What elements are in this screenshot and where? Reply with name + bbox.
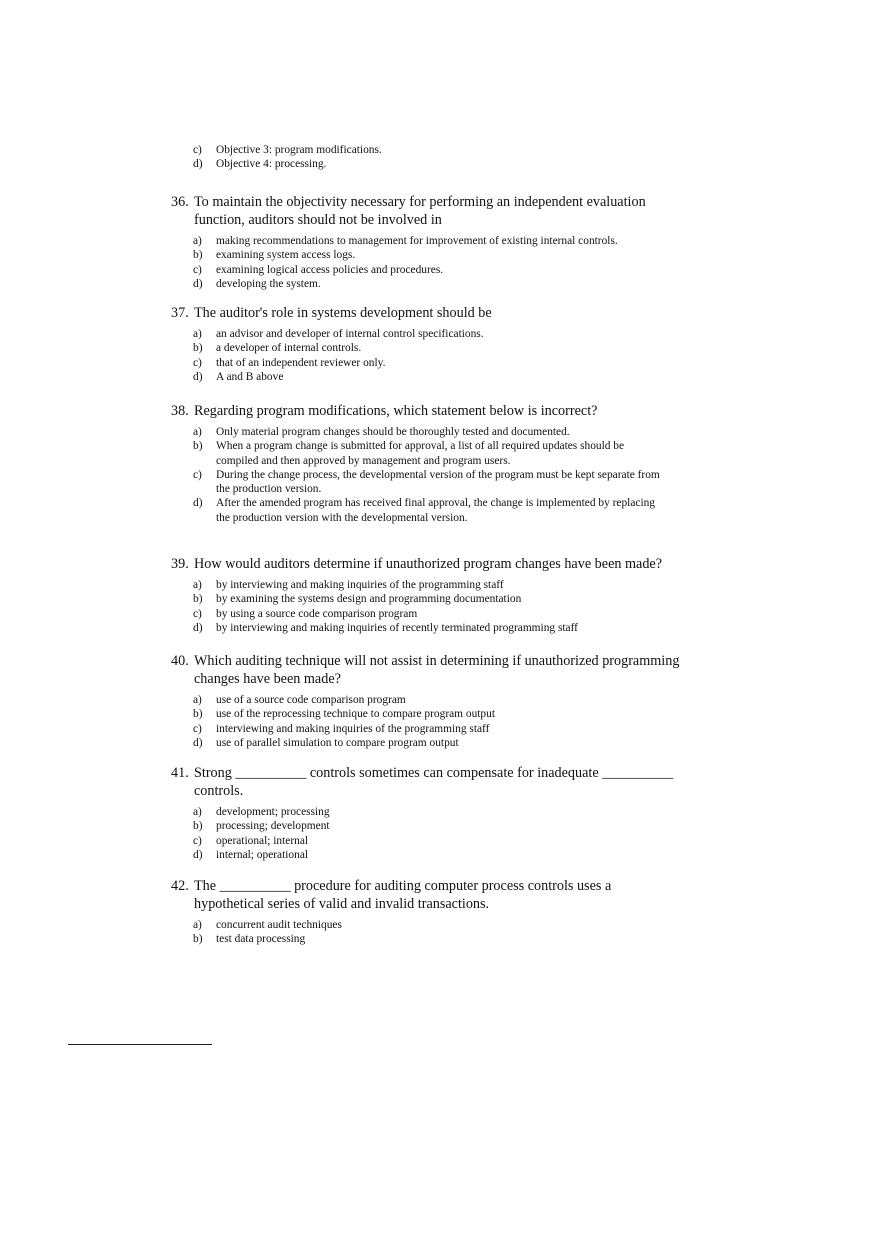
option-text: an advisor and developer of internal control specifications.	[216, 328, 484, 340]
option-text: development; processing	[216, 806, 330, 818]
option-letter: b)	[193, 342, 203, 355]
option-item	[171, 234, 731, 248]
question-text: How would auditors determine if unauthorized program changes have been made?	[194, 556, 663, 572]
option-item	[171, 157, 731, 171]
option-list	[171, 693, 731, 750]
option-item	[171, 932, 731, 946]
question-line	[171, 895, 731, 913]
option-text: a developer of internal controls.	[216, 342, 362, 355]
question-40	[171, 652, 731, 750]
option-text: Objective 3: program modifications.	[216, 144, 382, 156]
question-text: function, auditors should not be involved in	[194, 212, 442, 228]
question-line	[171, 193, 731, 211]
option-letter: b)	[193, 440, 203, 453]
option-list	[171, 918, 731, 947]
option-text: examining logical access policies and procedures.	[216, 263, 444, 276]
option-letter: d)	[193, 736, 203, 749]
option-text: by examining the systems design and programming documentation	[216, 593, 522, 606]
option-letter: a)	[193, 328, 202, 340]
question-39	[171, 555, 731, 635]
option-item	[171, 578, 731, 592]
option-text: concurrent audit techniques	[216, 919, 342, 931]
question-text: To maintain the objectivity necessary for performing an independent evaluation	[194, 194, 646, 210]
option-text: When a program change is submitted for approval, a list of all required updates should be	[216, 440, 625, 453]
option-letter: c)	[193, 468, 202, 481]
question-line	[171, 670, 731, 688]
option-text: After the amended program has received final approval, the change is implemented by replacing	[216, 497, 655, 510]
question-line	[171, 652, 731, 670]
option-item	[171, 918, 731, 932]
option-item	[171, 693, 731, 707]
question-number: 40.	[171, 653, 189, 669]
question-41	[171, 764, 731, 862]
option-item	[171, 607, 731, 621]
question-line	[171, 764, 731, 782]
option-text: compiled and then approved by management and program users.	[216, 454, 511, 467]
question-37	[171, 304, 731, 384]
question-line	[171, 304, 731, 322]
question-number: 39.	[171, 556, 189, 572]
option-item	[171, 425, 731, 439]
option-letter: b)	[193, 933, 203, 946]
option-text: Objective 4: processing.	[216, 158, 327, 171]
option-text: developing the system.	[216, 277, 321, 290]
option-text: processing; development	[216, 820, 330, 833]
option-text: operational; internal	[216, 834, 309, 847]
question-text: hypothetical series of valid and invalid transactions.	[194, 896, 490, 912]
question-text: The auditor's role in systems development should be	[194, 305, 492, 321]
option-text: Only material program changes should be thoroughly tested and documented.	[216, 426, 570, 438]
option-item	[171, 592, 731, 606]
option-item	[171, 621, 731, 635]
option-text: that of an independent reviewer only.	[216, 356, 386, 369]
option-item	[171, 356, 731, 370]
option-letter: d)	[193, 497, 203, 510]
option-item	[171, 370, 731, 384]
option-text: use of the reprocessing technique to compare program output	[216, 708, 495, 721]
option-text: making recommendations to management for improvement of existing internal controls.	[216, 235, 618, 247]
question-text: The __________ procedure for auditing computer process controls uses a	[194, 878, 612, 894]
option-letter: b)	[193, 593, 203, 606]
question-42	[171, 877, 731, 947]
option-text: the production version with the developmental version.	[216, 511, 468, 524]
option-text: by interviewing and making inquiries of the programming staff	[216, 579, 504, 591]
option-item	[171, 707, 731, 721]
option-list	[171, 143, 731, 172]
option-letter: a)	[193, 806, 202, 818]
option-item	[171, 341, 731, 355]
option-text: use of a source code comparison program	[216, 694, 406, 706]
question-number: 36.	[171, 194, 189, 210]
option-item	[171, 722, 731, 736]
option-list	[171, 425, 731, 525]
option-text: interviewing and making inquiries of the programming staff	[216, 722, 490, 735]
option-letter: b)	[193, 249, 203, 262]
option-letter: d)	[193, 158, 203, 171]
question-text: controls.	[194, 783, 244, 799]
option-letter: a)	[193, 579, 202, 591]
option-text: use of parallel simulation to compare program output	[216, 736, 459, 749]
question-36	[171, 193, 731, 291]
option-letter: c)	[193, 607, 202, 620]
option-letter: a)	[193, 235, 202, 247]
option-text: by interviewing and making inquiries of recently terminated programming staff	[216, 621, 578, 634]
option-text: by using a source code comparison program	[216, 607, 418, 620]
question-number: 42.	[171, 878, 189, 894]
question-line	[171, 555, 731, 573]
footnote-separator	[68, 1044, 212, 1045]
option-item	[171, 834, 731, 848]
option-letter: d)	[193, 370, 203, 383]
question-text: Strong __________ controls sometimes can compensate for inadequate __________	[194, 765, 674, 781]
option-text: A and B above	[216, 370, 284, 383]
option-text: examining system access logs.	[216, 249, 356, 262]
option-item	[171, 805, 731, 819]
option-item	[171, 468, 731, 497]
question-number: 41.	[171, 765, 189, 781]
question-text: changes have been made?	[194, 671, 341, 687]
option-letter: a)	[193, 694, 202, 706]
option-letter: d)	[193, 621, 203, 634]
question-text: Regarding program modifications, which statement below is incorrect?	[194, 403, 598, 419]
option-item	[171, 439, 731, 468]
option-letter: d)	[193, 277, 203, 290]
option-item	[171, 277, 731, 291]
option-letter: a)	[193, 426, 202, 438]
option-letter: b)	[193, 820, 203, 833]
option-list	[171, 234, 731, 291]
option-letter: c)	[193, 834, 202, 847]
option-list	[171, 327, 731, 384]
option-letter: c)	[193, 356, 202, 369]
option-item	[171, 819, 731, 833]
option-item	[171, 736, 731, 750]
option-letter: c)	[193, 722, 202, 735]
option-letter: c)	[193, 144, 202, 156]
option-text: During the change process, the developmental version of the program must be kept separate from	[216, 468, 660, 481]
option-list	[171, 805, 731, 862]
option-letter: b)	[193, 708, 203, 721]
option-text: the production version.	[216, 483, 322, 496]
option-item	[171, 327, 731, 341]
option-letter: a)	[193, 919, 202, 931]
question-number: 38.	[171, 403, 189, 419]
question-line	[171, 402, 731, 420]
option-item	[171, 263, 731, 277]
option-list	[171, 578, 731, 635]
option-item	[171, 848, 731, 862]
option-text: test data processing	[216, 933, 306, 946]
option-item	[171, 143, 731, 157]
question-number: 37.	[171, 305, 189, 321]
question-text: Which auditing technique will not assist in determining if unauthorized programming	[194, 653, 680, 669]
question-continuation	[171, 143, 731, 172]
question-38	[171, 402, 731, 525]
question-line	[171, 211, 731, 229]
option-item	[171, 496, 731, 525]
option-text: internal; operational	[216, 848, 309, 861]
option-letter: c)	[193, 263, 202, 276]
option-letter: d)	[193, 848, 203, 861]
question-line	[171, 782, 731, 800]
option-item	[171, 248, 731, 262]
question-line	[171, 877, 731, 895]
